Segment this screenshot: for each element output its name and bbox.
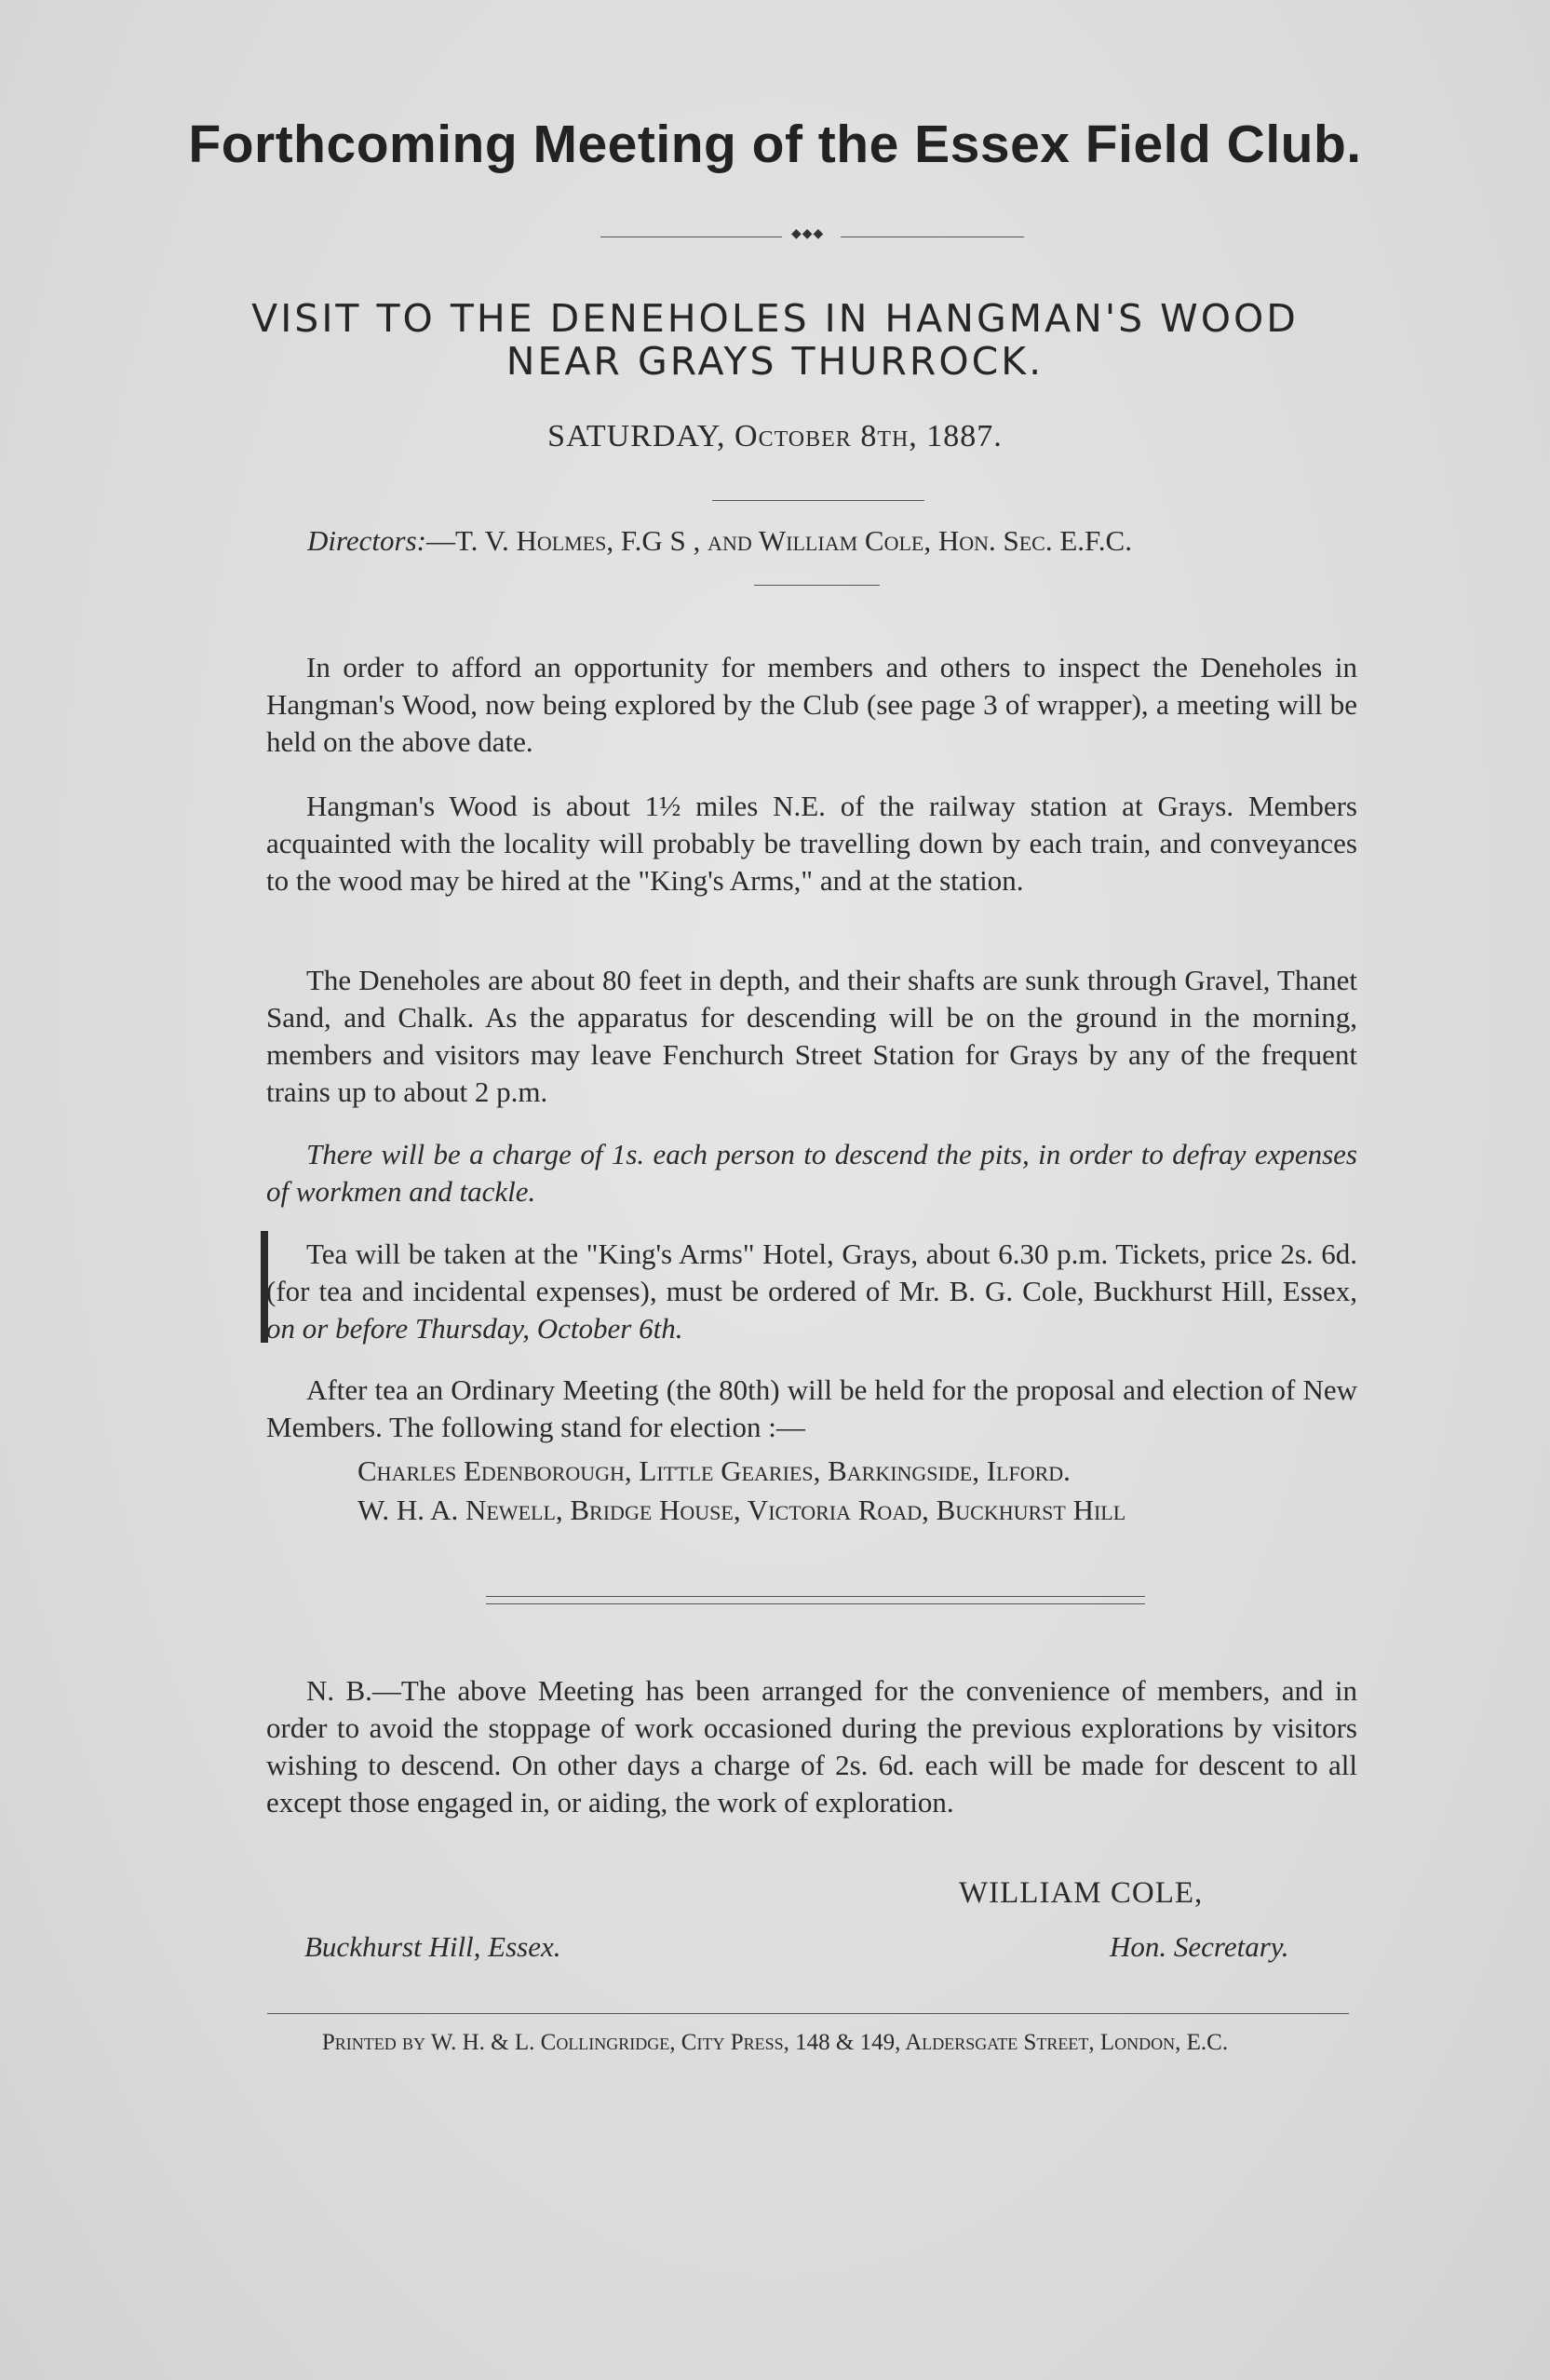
paragraph-ordinary-meeting [266,1372,1357,1446]
subtitle-line-2: NEAR GRAYS THURROCK. [505,339,1045,384]
diamond-ornament-icon: ◆◆◆ [791,226,825,241]
candidate-2: W. H. A. Newell, Bridge House, Victoria Road, Buckhurst Hill [357,1494,1126,1526]
signature-role: Hon. Secretary. [1110,1930,1289,1963]
paragraph-text: N. B.—The above Meeting has been arranged for the convenience of members, and in order to avoid the stoppage of work occasioned during the previous explorations by visitors wishing to descend. On other days a charge of 2s. 6d. each will be made for descent to all except those engaged in, or aiding, the work of exploration. [266,1674,1357,1819]
paragraph-nb [266,1672,1357,1821]
double-rule-bottom [486,1603,1145,1604]
meeting-date: SATURDAY, October 8th, 1887. [547,419,1003,453]
signature-location: Buckhurst Hill, Essex. [304,1930,561,1963]
divider [712,500,924,501]
subtitle-line-1: VISIT TO THE DENEHOLES IN HANGMAN'S WOOD [251,296,1299,341]
paragraph-text: In order to afford an opportunity for members and others to inspect the Deneholes in Hangman's Wood, now being explored by the Club (see page 3 of wrapper), a meeting will be held on the above date. [266,651,1357,758]
paragraph-intro [266,649,1357,761]
signature-name: WILLIAM COLE, [959,1876,1204,1910]
paragraph-text: Tea will be taken at the "King's Arms" Hotel, Grays, about 6.30 p.m. Tickets, price 2s. 6d. (for tea and incidental expenses), must be ordered of Mr. B. G. Cole, Buckhurst Hill, Essex, [266,1237,1357,1307]
paragraph-tea [266,1236,1357,1347]
paragraph-deneholes [266,962,1357,1111]
order-deadline: on or before Thursday, October 6th. [266,1312,683,1345]
title-ornament [600,226,1024,243]
paragraph-location [266,788,1357,899]
printer-imprint [0,2030,1550,2056]
directors-names: —T. V. Holmes, F.G S , and William Cole, Hon. Sec. E.F.C. [426,524,1132,557]
paragraph-text: There will be a charge of 1s. each person to descend the pits, in order to defray expenses of workmen and tackle. [266,1138,1357,1208]
directors-label: Directors: [307,524,426,557]
paragraph-text: After tea an Ordinary Meeting (the 80th) will be held for the proposal and election of New Members. The following stand for election :— [266,1373,1357,1443]
divider [754,585,880,586]
paragraph-charge [266,1136,1357,1210]
printer-text: Printed by W. H. & L. Collingridge, City Press, 148 & 149, Aldersgate Street, London, E.C. [321,2030,1229,2055]
directors-line [307,524,1132,558]
double-rule-top [486,1596,1145,1597]
candidate-1: Charles Edenborough, Little Gearies, Barkingside, Ilford. [357,1454,1071,1487]
paragraph-text: The Deneholes are about 80 feet in depth, and their shafts are sunk through Gravel, Thanet Sand, and Chalk. As the apparatus for descending will be on the ground in the morning, members and visitors may leave Fenchurch Street Station for Grays by any of the frequent trains up to about 2 p.m. [266,964,1357,1108]
page-title: Forthcoming Meeting of the Essex Field Club. [188,115,1362,174]
paragraph-text: Hangman's Wood is about 1½ miles N.E. of the railway station at Grays. Members acquainted with the locality will probably be travelling down by each train, and conveyances to the wood may be hired at the "King's Arms," and at the station. [266,790,1357,897]
footer-rule [267,2013,1349,2014]
